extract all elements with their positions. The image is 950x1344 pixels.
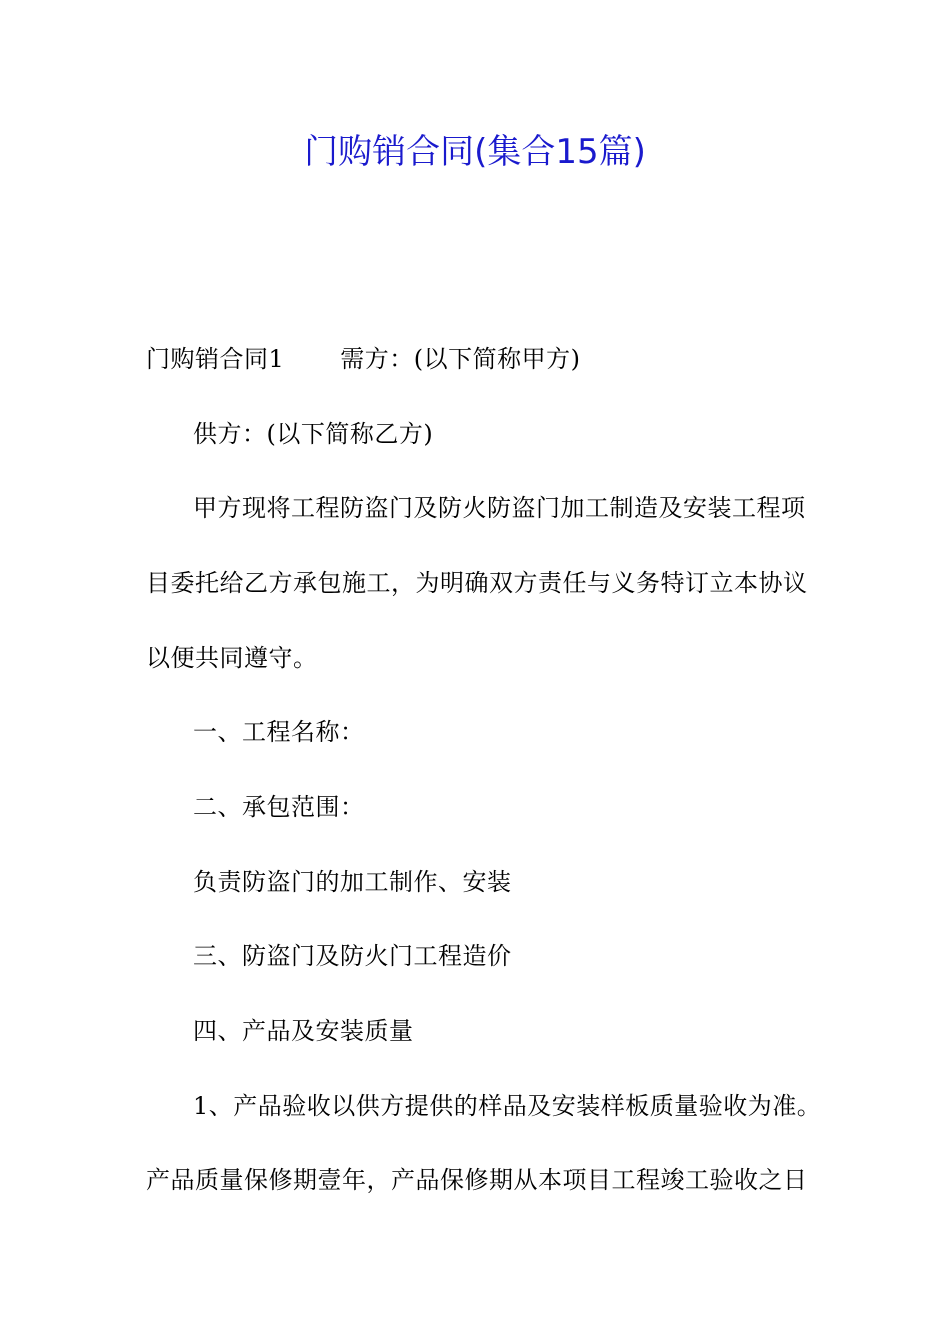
- paragraph-line: 负责防盗门的加工制作、安装: [193, 868, 512, 896]
- section-heading: 三、防盗门及防火门工程造价: [193, 942, 512, 970]
- paragraph-line: 1、产品验收以供方提供的样品及安装样板质量验收为准。: [193, 1092, 822, 1120]
- contract-heading-line: [146, 342, 581, 376]
- paragraph-line: 目委托给乙方承包施工，为明确双方责任与义务特订立本协议: [146, 569, 808, 597]
- paragraph-line: 以便共同遵守。: [146, 644, 318, 672]
- buyer-line: 需方：(以下简称甲方): [340, 345, 581, 373]
- paragraph-line: 产品质量保修期壹年，产品保修期从本项目工程竣工验收之日: [146, 1166, 808, 1194]
- contract-label: 门购销合同1: [146, 345, 285, 373]
- document-title: 门购销合同(集合15篇): [304, 132, 646, 172]
- section-heading: 一、工程名称：: [193, 718, 365, 746]
- supplier-line: 供方：(以下简称乙方): [193, 420, 434, 448]
- section-heading: 二、承包范围：: [193, 793, 365, 821]
- section-heading: 四、产品及安装质量: [193, 1017, 414, 1045]
- paragraph-line: 甲方现将工程防盗门及防火防盗门加工制造及安装工程项: [193, 494, 806, 522]
